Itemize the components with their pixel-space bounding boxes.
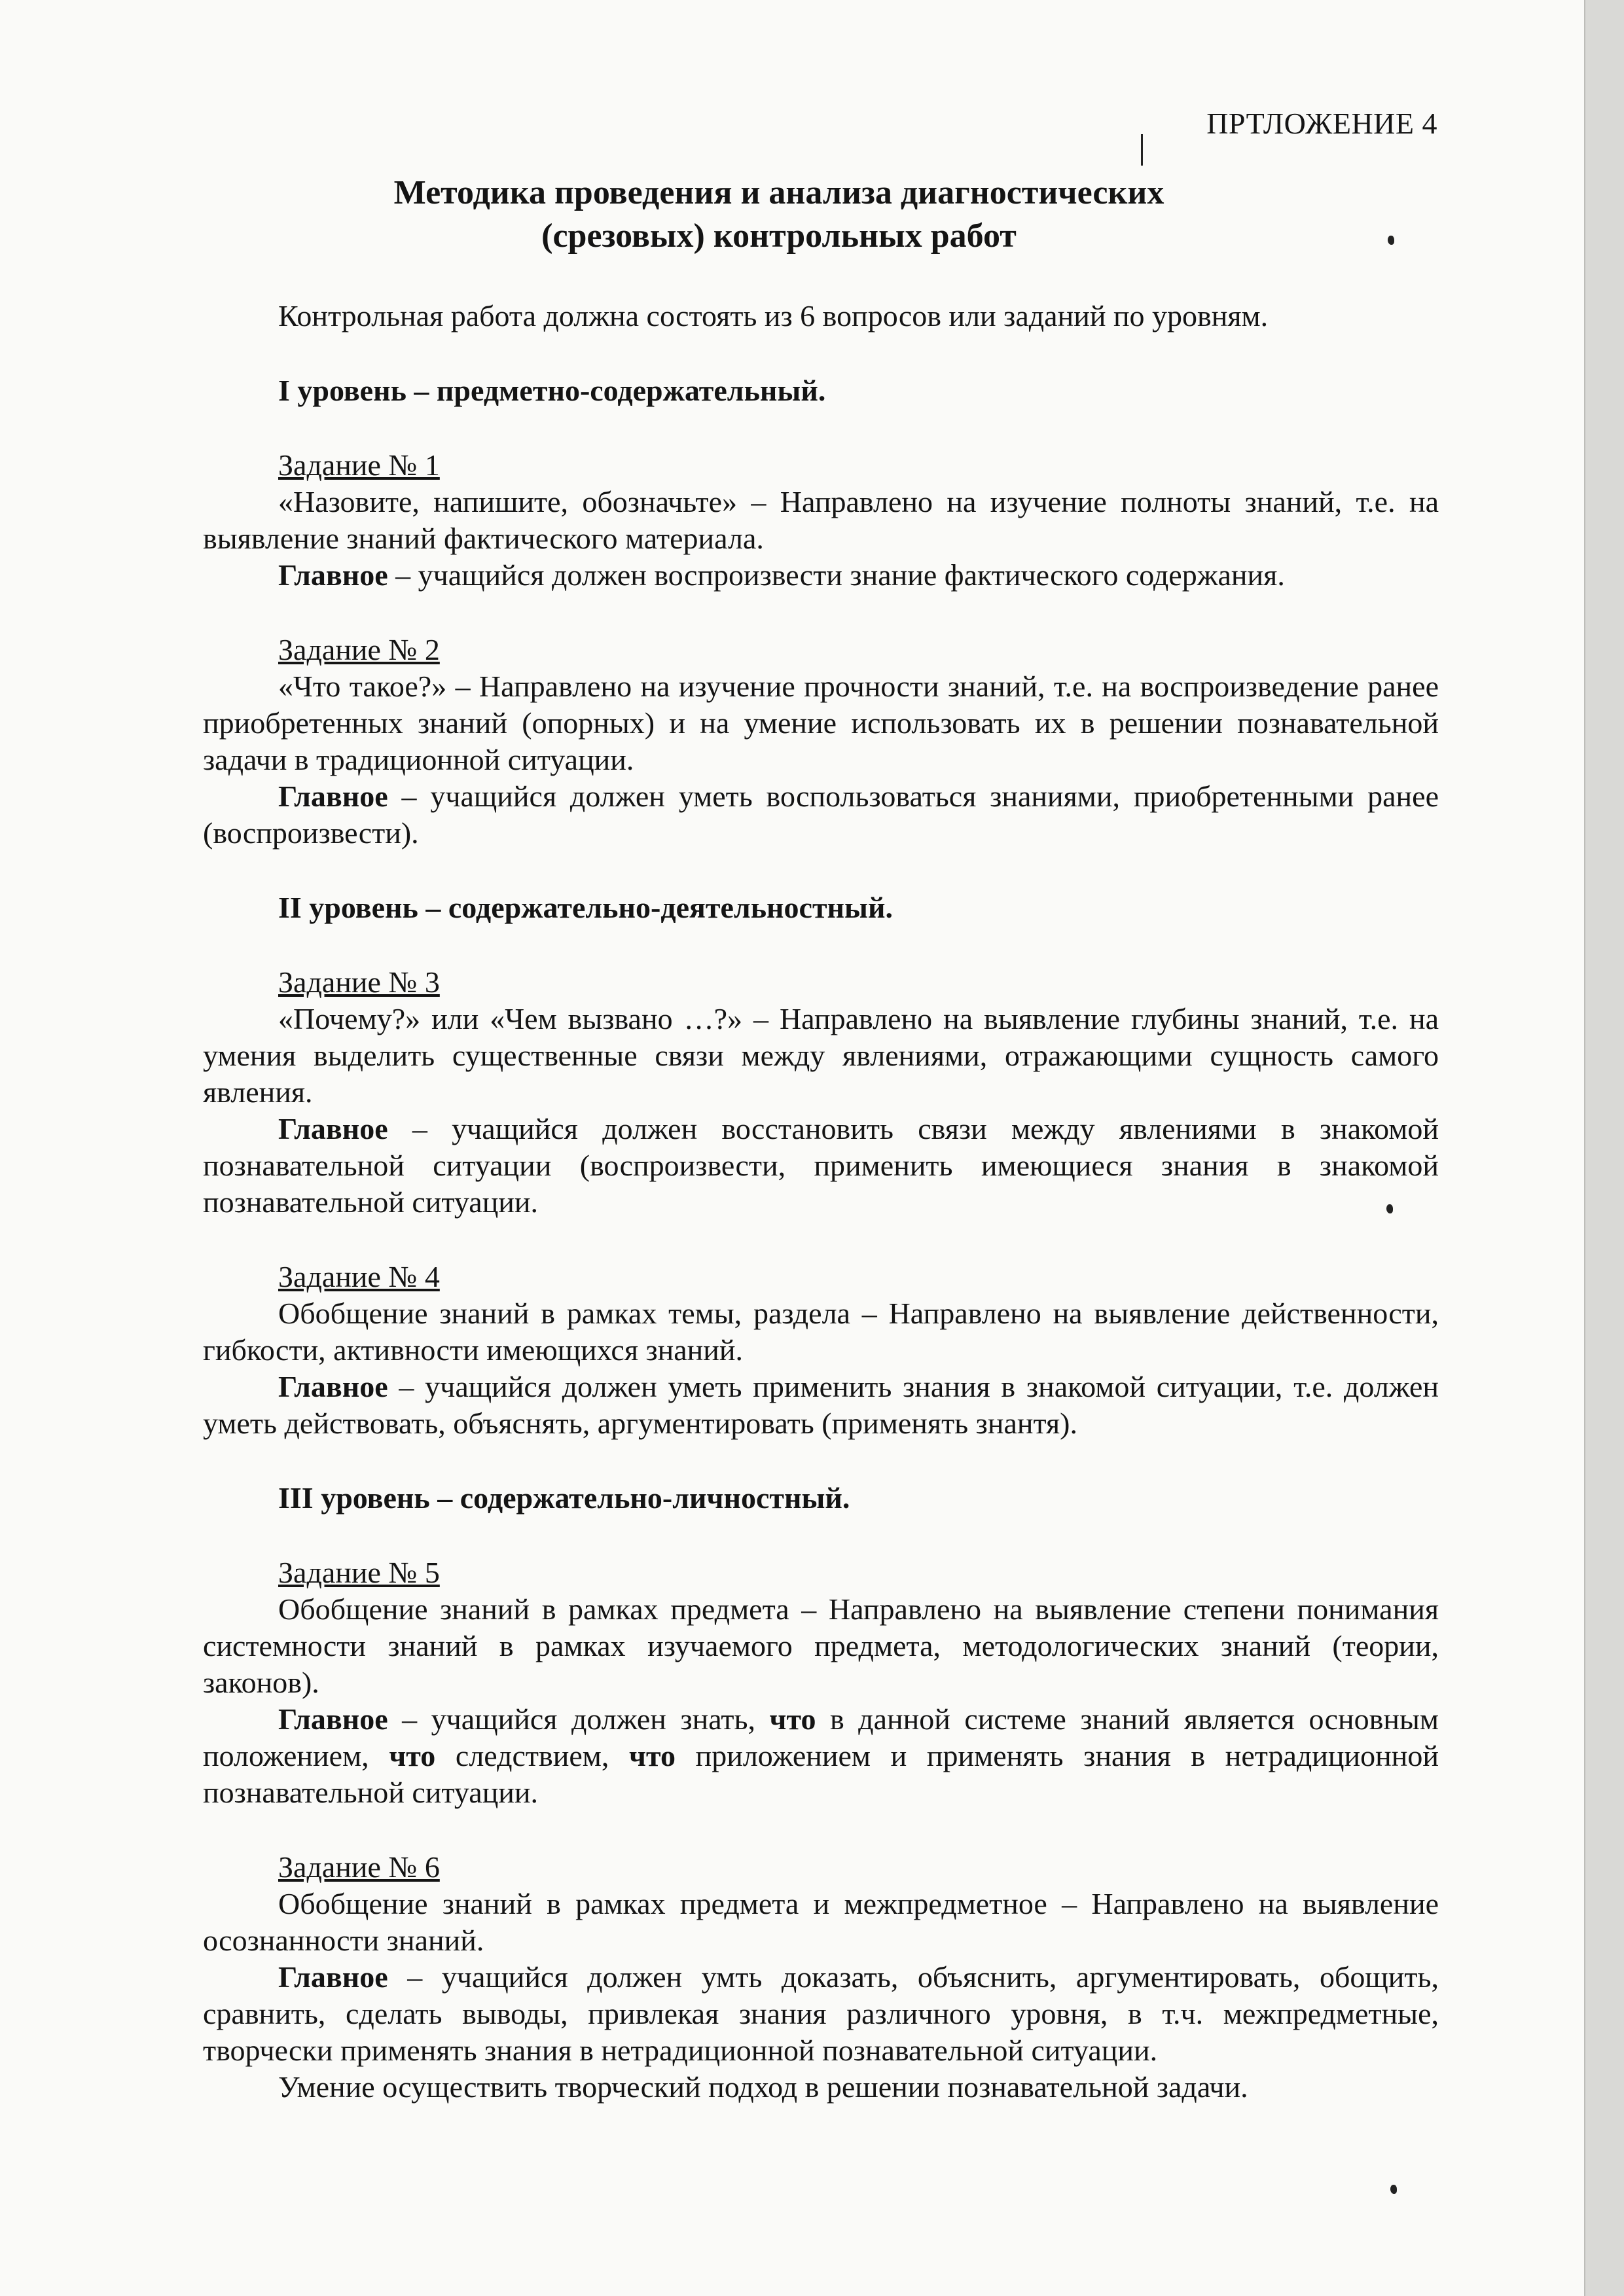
level-heading: II уровень – содержательно-деятельностный. xyxy=(278,891,893,924)
main-label: Главное xyxy=(278,558,388,592)
main-text-part: следствием, xyxy=(435,1739,630,1772)
task-heading: Задание № 6 xyxy=(278,1850,440,1884)
task-main-note xyxy=(203,1701,1439,1811)
level-heading: III уровень – содержательно-личностный. xyxy=(278,1481,850,1515)
task-heading: Задание № 3 xyxy=(278,965,440,999)
level-heading: I уровень – предметно-содержательный. xyxy=(278,374,826,407)
document-body xyxy=(203,298,1439,2106)
task-main-note xyxy=(203,1111,1439,1221)
main-label: Главное xyxy=(278,780,388,813)
main-label: Главное xyxy=(278,1370,388,1403)
main-text-part: – учащийся должен знать, xyxy=(388,1702,770,1736)
main-text-part: в данной системе знаний является основным положением, xyxy=(203,1702,1439,1772)
task-main-note xyxy=(203,1959,1439,2069)
scan-speck xyxy=(1386,1204,1393,1213)
pen-mark xyxy=(1141,134,1143,166)
task-heading: Задание № 2 xyxy=(278,633,440,666)
task-heading: Задание № 4 xyxy=(278,1260,440,1293)
main-label: Главное xyxy=(278,1702,388,1736)
emphasis-word: что xyxy=(629,1739,676,1772)
intro-paragraph: Контрольная работа должна состоять из 6 вопросов или заданий по уровням. xyxy=(278,299,1269,332)
scan-speck xyxy=(1388,236,1394,245)
main-text: – учащийся должен уметь воспользоваться знаниями, приобретенными ранее (воспроизвести). xyxy=(203,780,1439,850)
task-description: Обобщение знаний в рамках предмета и межпредметное – Направлено на выявление осознанности знаний. xyxy=(203,1887,1439,1957)
task-description: «Почему?» или «Чем вызвано …?» – Направлено на выявление глубины знаний, т.е. на умения выделить существенные связи между явлениями, отражающими сущность самого явления. xyxy=(203,1002,1439,1109)
main-text: – учащийся должен умть доказать, объяснить, аргументировать, обощить, сравнить, сделать выводы, привлекая знания различного уровня, в т.ч. межпредметные, творчески применять знания в нетрадиционной познавательной ситуации. xyxy=(203,1960,1439,2067)
task-main-note xyxy=(203,1369,1439,1442)
scan-speck xyxy=(1390,2185,1397,2194)
title-line-2: (срезовых) контрольных работ xyxy=(541,217,1017,255)
task-description: «Назовите, напишите, обозначьте» – Направлено на изучение полноты знаний, т.е. на выявление знаний фактического материала. xyxy=(203,485,1439,555)
emphasis-word: что xyxy=(769,1702,816,1736)
main-label: Главное xyxy=(278,1960,388,1994)
task-main-note xyxy=(203,778,1439,852)
task-description: «Что такое?» – Направлено на изучение прочности знаний, т.е. на воспроизведение ранее приобретенных знаний (опорных) и на умение использовать их в решении познавательной задачи в традиционной ситуации. xyxy=(203,670,1439,776)
document-title xyxy=(262,171,1296,258)
main-text: – учащийся должен воспроизвести знание фактического содержания. xyxy=(388,558,1285,592)
closing-paragraph: Умение осуществить творческий подход в решении познавательной задачи. xyxy=(278,2070,1248,2104)
task-heading: Задание № 1 xyxy=(278,448,440,482)
appendix-label: ПРТЛОЖЕНИЕ 4 xyxy=(1206,107,1437,140)
main-label: Главное xyxy=(278,1112,388,1145)
task-main-note xyxy=(203,557,1439,594)
task-description: Обобщение знаний в рамках предмета – Направлено на выявление степени понимания системности знаний в рамках изучаемого предмета, методологических знаний (теории, законов). xyxy=(203,1592,1439,1699)
title-line-1: Методика проведения и анализа диагностических xyxy=(393,174,1164,211)
main-text-part: приложением и применять знания в нетрадиционной познавательной ситуации. xyxy=(203,1739,1439,1809)
main-text: – учащийся должен восстановить связи между явлениями в знакомой познавательной ситуации (воспроизвести, применить имеющиеся знания в знакомой познавательной ситуации. xyxy=(203,1112,1439,1219)
task-description: Обобщение знаний в рамках темы, раздела – Направлено на выявление действенности, гибкости, активности имеющихся знаний. xyxy=(203,1297,1439,1367)
emphasis-word: что xyxy=(389,1739,436,1772)
scan-edge xyxy=(1584,0,1624,2296)
main-text: – учащийся должен уметь применить знания в знакомой ситуации, т.е. должен уметь действовать, объяснять, аргументировать (применять знантя). xyxy=(203,1370,1439,1440)
task-heading: Задание № 5 xyxy=(278,1556,440,1589)
